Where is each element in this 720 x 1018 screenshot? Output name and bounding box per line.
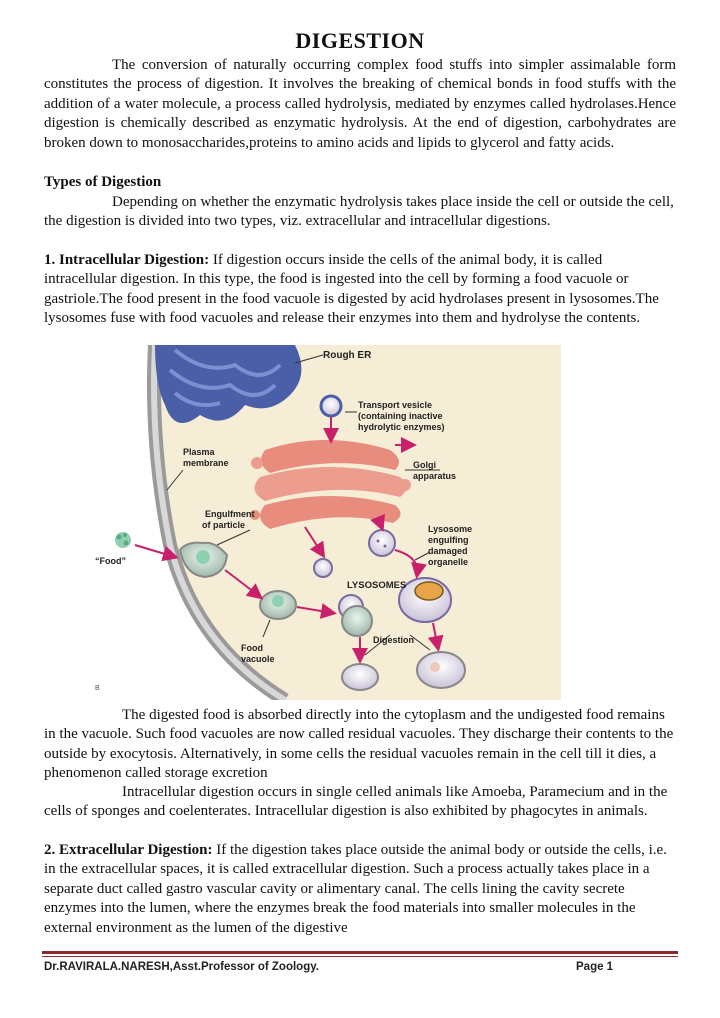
digested-organelle-shape — [417, 652, 465, 688]
footer-author: Dr.RAVIRALA.NARESH,Asst.Professor of Zoology. — [44, 961, 319, 973]
footer-rule-thin — [42, 956, 678, 957]
label-plasma-1: Plasma — [183, 447, 215, 457]
footer-page-number: Page 1 — [576, 961, 614, 973]
label-lysosome-3: damaged — [428, 546, 468, 556]
label-engulfment-2: of particle — [202, 520, 246, 530]
intracellular-text: If digestion occurs inside the cells of the animal body, it is called intracellular digestion. In this type, the food is ingested into the cell by forming a food vacuole or gastriole.The food present in the food vacuole is digested by acid hydrolases present in lysosomes.The lysosomes fuse with food vacuoles and release their enzymes into them and hydrolyse the contents. — [44, 252, 659, 327]
label-food: “Food” — [95, 556, 126, 566]
label-golgi-1: Golgi — [413, 460, 436, 470]
label-food-vacuole-1: Food — [241, 643, 263, 653]
label-lysosome-4: organelle — [428, 557, 469, 567]
label-transport-vesicle-3: hydrolytic enzymes) — [358, 422, 445, 432]
label-rough-er: Rough ER — [323, 350, 372, 361]
label-transport-vesicle-1: Transport vesicle — [358, 400, 433, 410]
label-panel: B — [95, 685, 100, 692]
extracellular-heading: 2. Extracellular Digestion: — [44, 842, 213, 858]
lysosome-figure — [95, 345, 561, 700]
extracellular-text: If the digestion takes place outside the animal body or outside the cells, i.e. in the extracellular spaces, it is called extracellular digestion. Such a process actually takes place in a separate duct called gastro vascular cavity or alimentary canal. The cells lining the cavity secrete enzymes into the lumen, where the enzymes break the food materials into smaller molecules in the external environment as the lumen of the digestive — [44, 842, 667, 936]
intracellular-heading: 1. Intracellular Digestion: — [44, 252, 210, 268]
food-particle-shape — [115, 532, 131, 548]
types-paragraph: Depending on whether the enzymatic hydrolysis takes place inside the cell or outside the cell, the digestion is divided into two types, viz. extracellular and intracellular digestions. — [44, 194, 674, 230]
intracellular-paragraph — [44, 251, 676, 329]
label-digestion: Digestion — [373, 635, 415, 645]
extracellular-paragraph — [44, 841, 676, 938]
label-golgi-2: apparatus — [413, 471, 457, 481]
lysosome-diagram — [95, 345, 561, 700]
golgi-shape — [250, 440, 411, 529]
intro-paragraph: The conversion of naturally occurring complex food stuffs into simpler assimalable form constitutes the process of digestion. It involves the breaking of chemical bonds in food stuffs with the addition of a water molecule, a process called hydrolysis, mediated by enzymes called hydrolases.Hence digestion is chemically described as enzymatic hydrolysis. At the end of digestion, carbohydrates are broken down to monosaccharides,proteins to amino acids and lipids to glycerol and fatty acids. — [44, 57, 676, 151]
footer-rule — [42, 951, 678, 954]
label-lysosome-2: engulfing — [428, 535, 469, 545]
label-lysosome-1: Lysosome — [428, 524, 473, 534]
label-food-vacuole-2: vacuole — [241, 654, 275, 664]
label-transport-vesicle-2: (containing inactive — [358, 411, 443, 421]
page-title: DIGESTION — [295, 28, 425, 53]
lysosome-shape — [369, 530, 395, 556]
label-engulfment-1: Engulfment — [205, 509, 255, 519]
types-heading: Types of Digestion — [44, 174, 162, 190]
occurs-paragraph: Intracellular digestion occurs in single celled animals like Amoeba, Paramecium and in the cells of sponges and coelenterates. Intracellular digestion is also exhibited by phagocytes in animals. — [44, 784, 668, 820]
label-plasma-2: membrane — [183, 458, 229, 468]
lysosome-small-shape — [314, 559, 332, 577]
digested-vacuole-shape — [342, 664, 378, 690]
label-lysosomes: LYSOSOMES — [347, 580, 407, 591]
absorbed-paragraph: The digested food is absorbed directly into the cytoplasm and the undigested food remains in the vacuole. Such food vacuoles are now called residual vacuoles. They discharge their contents to the outside by exocytosis. Alternatively, in some cells the residual vacuoles remain in the cell till it dies, a phenomenon called storage excretion — [44, 707, 674, 782]
transport-vesicle-shape — [321, 396, 341, 416]
